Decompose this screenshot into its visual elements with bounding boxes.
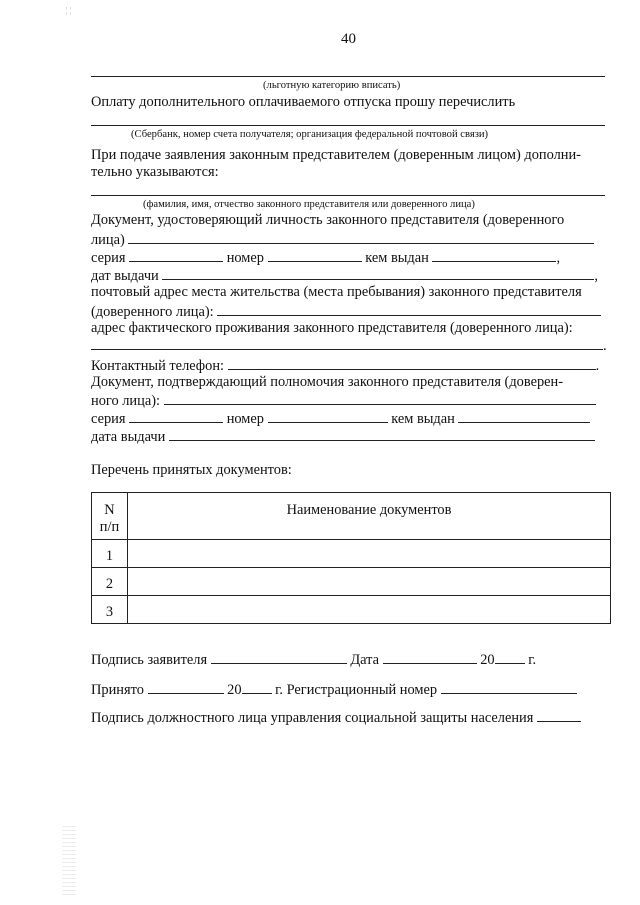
benefit-category-line — [91, 76, 605, 77]
id-document-line-1: Документ, удостоверяющий личность законного представителя (доверенного — [91, 212, 565, 228]
documents-list-title: Перечень принятых документов: — [91, 462, 292, 478]
authority-document-line-1: Документ, подтверждающий полномочия законного представителя (доверен- — [91, 374, 564, 390]
issued-by-field — [432, 248, 556, 262]
year-prefix: 20 — [480, 652, 495, 668]
rep-intro-line-1: При подаче заявления законным представителем (доверенным лицом) дополни- — [91, 147, 581, 163]
authority-issue-date-row — [91, 427, 595, 446]
authority-document-line-2 — [91, 391, 596, 410]
table-header-row — [92, 493, 611, 540]
row-number: 3 — [92, 596, 128, 624]
official-signature-row — [91, 708, 581, 727]
document-name-cell[interactable] — [128, 540, 611, 568]
header-name-cell: Наименование документов — [128, 493, 611, 540]
auth-issue-date-field — [169, 427, 595, 441]
rep-intro-line-2: тельно указываются: — [91, 164, 219, 180]
auth-number-label: номер — [226, 411, 264, 427]
auth-series-field — [129, 409, 223, 423]
accepted-year-field — [242, 680, 272, 694]
number-label: номер — [226, 250, 264, 266]
auth-number-field — [268, 409, 388, 423]
documents-table — [91, 492, 611, 624]
series-label: серия — [91, 250, 126, 266]
applicant-signature-row — [91, 650, 536, 669]
postal-address-label: (доверенного лица): — [91, 304, 214, 320]
authority-document-field — [164, 391, 596, 405]
rep-name-line — [91, 195, 605, 196]
bank-details-line — [91, 125, 605, 126]
postal-address-line-2 — [91, 302, 601, 321]
official-signature-field — [537, 708, 581, 722]
accepted-date-field — [148, 680, 224, 694]
accepted-row — [91, 680, 577, 699]
id-document-field — [128, 230, 594, 244]
payment-line: Оплату дополнительного оплачиваемого отпуска прошу перечислить — [91, 94, 516, 110]
row-number: 1 — [92, 540, 128, 568]
id-document-label: лица) — [91, 232, 125, 248]
table-row — [92, 568, 611, 596]
phone-label: Контактный телефон: — [91, 358, 225, 374]
date-field — [383, 650, 477, 664]
auth-issue-date-label: дата выдачи — [91, 429, 166, 445]
accepted-label: Принято — [91, 682, 144, 698]
auth-series-label: серия — [91, 411, 126, 427]
id-document-line-2 — [91, 230, 594, 249]
registration-number-field — [441, 680, 577, 694]
official-signature-label: Подпись должностного лица управления социальной защиты населения — [91, 710, 534, 726]
applicant-signature-field — [211, 650, 347, 664]
page-number: 40 — [341, 31, 356, 47]
document-name-cell[interactable] — [128, 568, 611, 596]
postal-address-field — [217, 302, 601, 316]
caption-bank-details: (Сбербанк, номер счета получателя; организация федеральной почтовой связи) — [131, 129, 489, 140]
applicant-signature-label: Подпись заявителя — [91, 652, 208, 668]
caption-benefit-category: (льготную категорию вписать) — [263, 80, 401, 91]
caption-rep-name: (фамилия, имя, отчество законного представителя или доверенного лица) — [143, 199, 475, 210]
issue-date-label: дат выдачи — [91, 268, 159, 284]
auth-issued-by-label: кем выдан — [391, 411, 455, 427]
year-field — [495, 650, 525, 664]
actual-address-line: адрес фактического проживания законного представителя (доверенного лица): — [91, 320, 573, 336]
actual-address-field-row: . — [91, 336, 607, 355]
series-field — [129, 248, 223, 262]
authority-document-label: ного лица): — [91, 393, 160, 409]
issue-date-field — [162, 266, 594, 280]
registration-number-label: г. Регистрационный номер — [275, 682, 438, 698]
document-name-cell[interactable] — [128, 596, 611, 624]
auth-issued-by-field — [458, 409, 590, 423]
accepted-year-prefix: 20 — [227, 682, 242, 698]
row-number: 2 — [92, 568, 128, 596]
postal-address-line-1: почтовый адрес места жительства (места пребывания) законного представителя — [91, 284, 582, 300]
table-row — [92, 596, 611, 624]
table-row — [92, 540, 611, 568]
scan-margin-artifact — [62, 826, 76, 896]
actual-address-field — [91, 336, 603, 350]
rep-issue-date-row: дат выдачи , — [91, 268, 598, 284]
scan-margin-mark: ¦ ¦ — [66, 6, 72, 15]
rep-passport-row: серия номер кем выдан , — [91, 250, 561, 266]
issued-by-label: кем выдан — [365, 250, 429, 266]
year-suffix: г. — [528, 652, 537, 668]
authority-passport-row — [91, 409, 590, 428]
date-label: Дата — [350, 652, 380, 668]
number-field — [268, 248, 362, 262]
phone-row: Контактный телефон: . — [91, 358, 600, 374]
header-number-cell: N п/п — [92, 493, 128, 540]
phone-field — [228, 356, 596, 370]
